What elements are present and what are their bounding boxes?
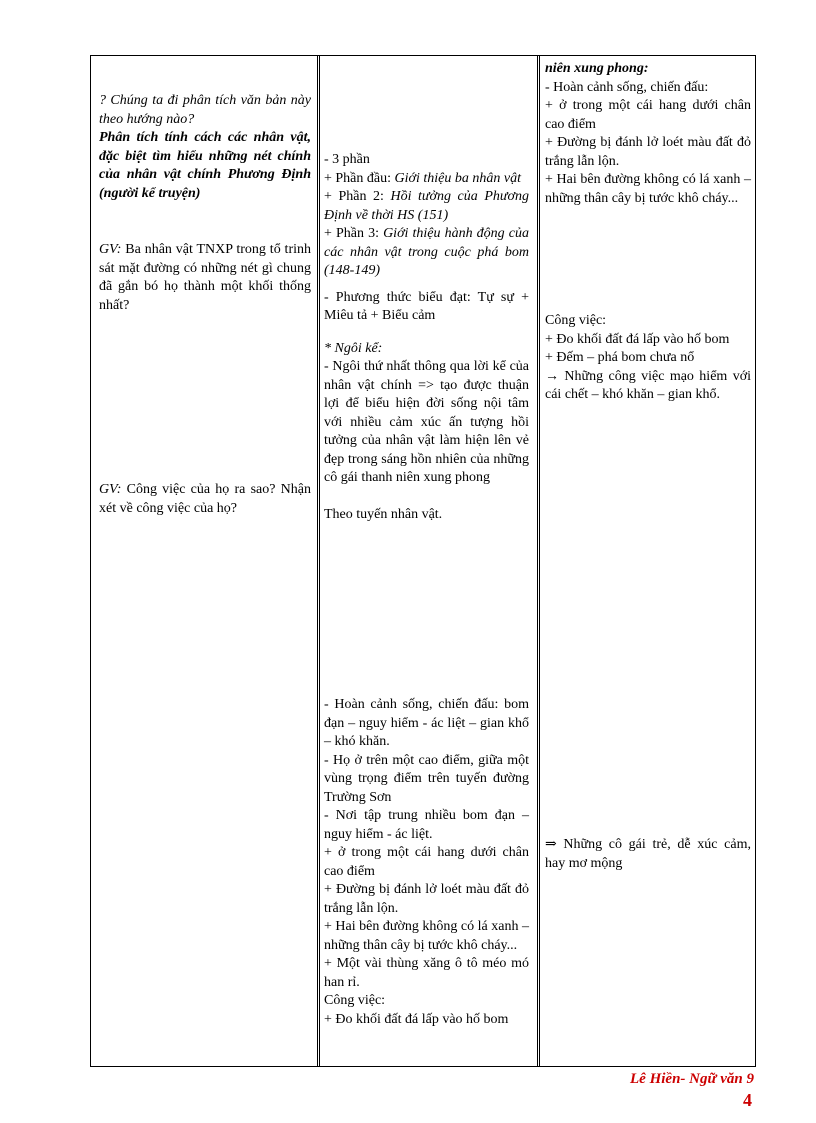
notes-heading: niên xung phong: bbox=[545, 61, 649, 76]
gv-label: GV: bbox=[99, 482, 122, 497]
notes-text: → Những công việc mạo hiểm với cái chết – khó khăn – gian khổ. bbox=[545, 368, 751, 402]
gv-question-1 bbox=[99, 241, 311, 315]
part-3: + Phần 3: Giới thiệu hành động của các nhân vật trong cuộc phá bom (148-149) bbox=[324, 226, 529, 278]
part-2: + Phần 2: Hồi tưởng của Phương Định về thời HS (151) bbox=[324, 189, 529, 223]
notes-text: + Đường bị đánh lở loét màu đất đỏ trắng lẫn lộn. bbox=[545, 135, 751, 169]
notes-text: + Đếm – phá bom chưa nổ bbox=[545, 350, 695, 365]
notes-text: Công việc: bbox=[545, 313, 607, 328]
lesson-table bbox=[90, 55, 756, 1067]
gv-question-text: Ba nhân vật TNXP trong tổ trinh sát mặt đường có những nét gì chung đã gắn bó họ thành một khối thống nhất? bbox=[99, 242, 311, 313]
context-text: + Một vài thùng xăng ô tô méo mó han rỉ. bbox=[324, 956, 529, 990]
work-text: + Đo khối đất đá lấp vào hố bom bbox=[324, 1011, 509, 1027]
teacher-questions-column bbox=[99, 92, 311, 203]
part-1: + Phần đầu: Giới thiệu ba nhân vật bbox=[324, 170, 521, 186]
structure-count: - 3 phần bbox=[324, 152, 370, 167]
notes-text: + Đo khối đất đá lấp vào hố bom bbox=[545, 331, 730, 347]
notes-conclusion bbox=[545, 836, 751, 873]
gv-question-2 bbox=[99, 481, 311, 518]
column-divider bbox=[537, 56, 540, 1066]
context-text: - Hoàn cảnh sống, chiến đấu: bom đạn – nguy hiểm - ác liệt – gian khổ – khó khăn. bbox=[324, 697, 529, 749]
gv-label: GV: bbox=[99, 242, 122, 257]
work-heading: Công việc: bbox=[324, 993, 386, 1008]
notes-text: + ở trong một cái hang dưới chân cao điểm bbox=[545, 98, 751, 132]
context-text: + Đường bị đánh lở loét màu đất đỏ trắng lẫn lộn. bbox=[324, 882, 529, 916]
student-activity-column bbox=[324, 151, 529, 524]
notes-column bbox=[545, 60, 751, 208]
narration-text: - Ngôi thứ nhất thông qua lời kể của nhân vật chính => tạo được thuận lợi để biểu hiện đời sống nội tâm với nhiều cảm xúc ấn tượng hồi tưởng của nhân vật làm hiện lên vẻ đẹp trong sáng hồn nhiên của những cô gái thanh niên xung phong bbox=[324, 359, 529, 485]
analysis-approach: Theo tuyến nhân vật. bbox=[324, 506, 443, 522]
notes-work bbox=[545, 312, 751, 405]
student-activity-column-2 bbox=[324, 696, 529, 1029]
narration-heading: * Ngôi kể: bbox=[324, 340, 383, 356]
notes-text: + Hai bên đường không có lá xanh – những thân cây bị tước khô cháy... bbox=[545, 172, 751, 206]
gv-question-text: Công việc của họ ra sao? Nhận xét về công việc của họ? bbox=[99, 482, 311, 516]
notes-text: - Hoàn cảnh sống, chiến đấu: bbox=[545, 79, 709, 95]
context-text: - Họ ở trên một cao điểm, giữa một vùng trọng điểm trên tuyến đường Trường Sơn bbox=[324, 752, 529, 805]
expression-mode: - Phương thức biểu đạt: Tự sự + Miêu tả + Biểu cảm bbox=[324, 289, 529, 323]
column-divider bbox=[317, 56, 320, 1066]
notes-conclusion-text: ⇒ Những cô gái trẻ, dễ xúc cảm, hay mơ mộng bbox=[545, 837, 751, 871]
question-direction-answer: Phân tích tính cách các nhân vật, đặc biệt tìm hiểu những nét chính của nhân vật chính Phương Định (người kể truyện) bbox=[99, 130, 311, 201]
question-direction: ? Chúng ta đi phân tích văn bản này theo hướng nào? bbox=[99, 93, 311, 127]
context-text: - Nơi tập trung nhiều bom đạn – nguy hiểm - ác liệt. bbox=[324, 808, 529, 842]
page-number: 4 bbox=[743, 1090, 752, 1110]
context-text: + Hai bên đường không có lá xanh – những thân cây bị tước khô cháy... bbox=[324, 919, 529, 953]
footer-signature: Lê Hiền- Ngữ văn 9 bbox=[630, 1071, 754, 1087]
context-text: + ở trong một cái hang dưới chân cao điểm bbox=[324, 845, 529, 879]
